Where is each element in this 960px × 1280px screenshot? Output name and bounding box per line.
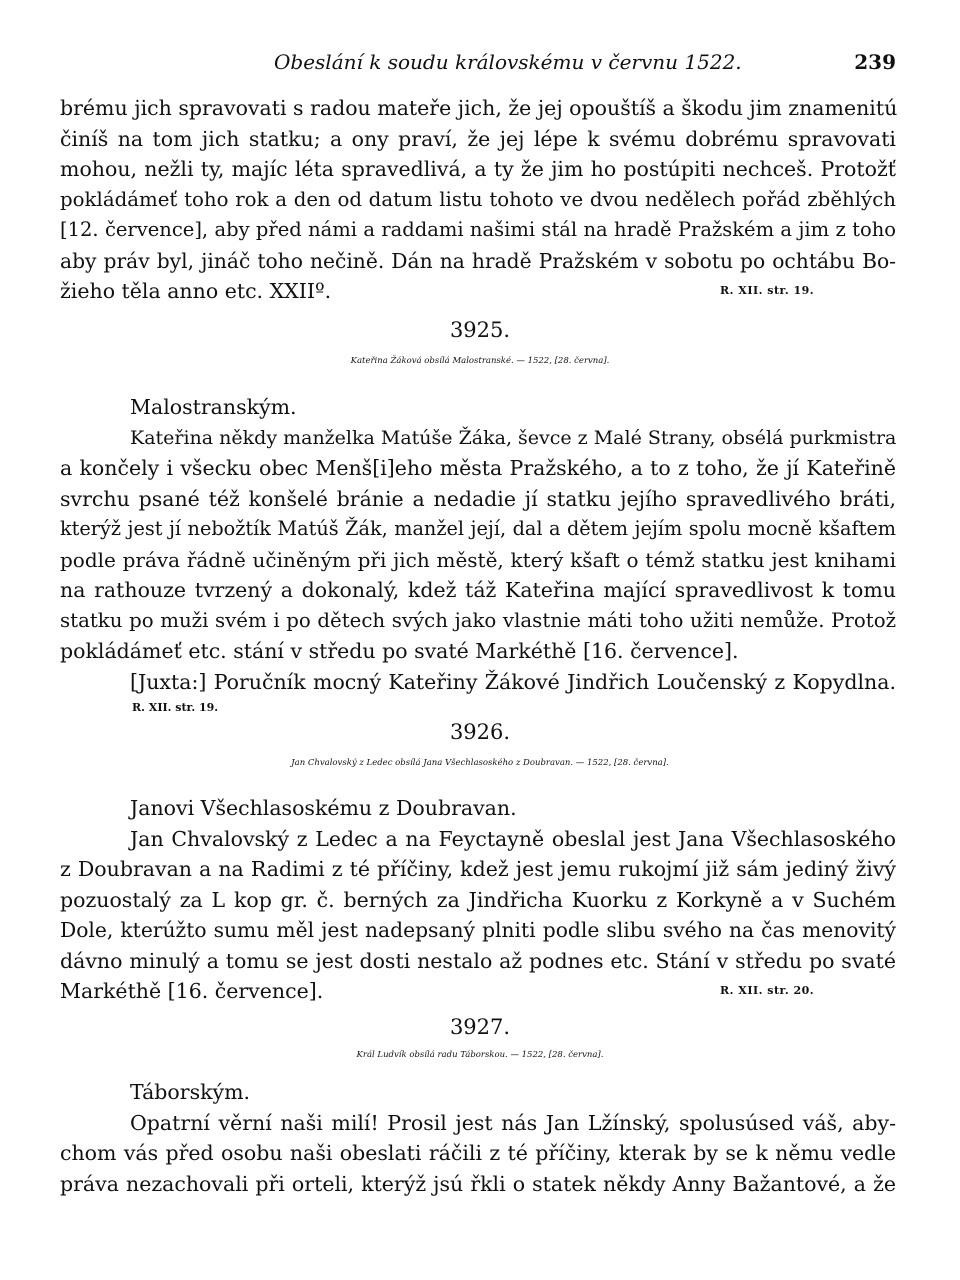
document-number: 3925. <box>449 318 511 342</box>
text-line: pokládámeť toho rok a den od datum listu tohoto ve dvou nedělech pořád zběhlých <box>60 187 896 211</box>
text-last: Markéthě [16. července]. <box>60 979 324 1003</box>
text-line: a končely i všecku obec Menš[i]eho města Pražského, a to z toho, že jí Kateřině <box>60 456 896 480</box>
text-line: kterýž jest jí nebožtík Matúš Žák, manžel její, dal a dětem jejím spolu mocně kšaftem <box>60 517 896 540</box>
document-title: Jan Chvalovský z Ledec obsílá Jana Všechlasoského z Doubravan. — 1522, [28. června]. <box>291 758 669 768</box>
address-line: Táborským. <box>130 1080 251 1104</box>
text-line-last <box>60 276 896 307</box>
text-line: chom vás před osobu naši obeslati ráčili z té příčiny, kterak by se k němu vedle <box>60 1141 896 1165</box>
text-line: Kateřina někdy manželka Matúše Žáka, ševce z Malé Strany, obsélá purkmistra <box>130 426 897 449</box>
source-reference: R. XII. str. 20. <box>720 984 815 997</box>
text-last: žieho těla anno etc. XXIIº. <box>60 279 332 303</box>
page-number: 239 <box>854 50 896 74</box>
page-header <box>60 50 896 78</box>
text-line: [12. července], aby před námi a raddami našimi stál na hradě Pražském a jim z toho <box>60 218 896 241</box>
text-line: na rathouze tvrzený a dokonalý, kdež táž Kateřina mající spravedlivost k tomu <box>60 578 896 602</box>
document-body <box>60 1077 896 1199</box>
text-line: mohou, nežli ty, majíc léta spravedlivá, a ty že jim ho postúpiti nechceš. Protožť <box>60 157 896 181</box>
text-line: brému jich spravovati s radou mateře jich, že jej opouštíš a škodu jim znamenitú <box>60 96 898 120</box>
text-line: Jan Chvalovský z Ledec a na Feyctayně obeslal jest Jana Všechlasoského <box>130 826 896 851</box>
juxta-line: [Juxta:] Poručník mocný Kateřiny Žákové Jindřich Loučenský z Kopydlna. <box>130 669 896 694</box>
document-title: Kateřina Žáková obsílá Malostranské. — 1522, [28. června]. <box>350 356 610 366</box>
source-reference: R. XII. str. 19. <box>720 284 815 297</box>
text-line: práva nezachovali při orteli, kterýž jsú řkli o statek někdy Anny Bažantové, a že <box>60 1171 896 1196</box>
document-body <box>60 392 896 719</box>
text-line-last <box>60 976 896 1007</box>
text-line: pozuostalý za L kop gr. č. berných za Jindřicha Kuorku z Korkyně a v Suchém <box>60 887 896 912</box>
address-line: Malostranským. <box>130 395 297 419</box>
text-line: pokládámeť etc. stání v středu po svaté Markéthě [16. července]. <box>60 639 739 663</box>
document-number: 3926. <box>449 720 511 744</box>
text-line: statku po muži svém i po dětech svých jako vlastnie máti toho užiti nemůže. Protož <box>60 608 896 632</box>
intro-paragraph <box>60 93 896 307</box>
document-title: Král Ludvík obsílá radu Táborskou. — 1522, [28. června]. <box>356 1050 604 1060</box>
text-line: Dole, kterúžto sumu měl jest nadepsaný plniti podle slibu svého na čas menovitý <box>60 918 896 942</box>
text-line: z Doubravan a na Radimi z té příčiny, kdež jest jemu rukojmí již sám jediný živý <box>60 857 896 881</box>
text-line: Opatrní věrní naši milí! Prosil jest nás Jan Lžínský, spolusúsed váš, aby- <box>130 1110 896 1135</box>
text-line: dávno minulý a tomu se jest dosti nestalo až podnes etc. Stání v středu po svaté <box>60 948 896 973</box>
text-line: svrchu psané též konšelé bránie a nedadie jí statku jejího spravedlivého bráti, <box>60 486 896 511</box>
address-line: Janovi Všechlasoskému z Doubravan. <box>130 796 517 820</box>
text-line: činíš na tom jich statku; a ony praví, že jej lépe k svému dobrému spravovati <box>60 126 896 151</box>
running-title: Obeslání k soudu královskému v červnu 1522. <box>274 50 742 74</box>
document-number: 3927. <box>449 1015 511 1039</box>
text-line: podle práva řádně učiněným při jich městě, který kšaft o témž statku jest knihami <box>60 547 896 572</box>
source-reference: R. XII. str. 19. <box>132 701 219 714</box>
text-line: aby práv byl, jináč toho nečině. Dán na hradě Pražském v sobotu po ochtábu Bo- <box>60 248 896 273</box>
document-body <box>60 793 896 1007</box>
